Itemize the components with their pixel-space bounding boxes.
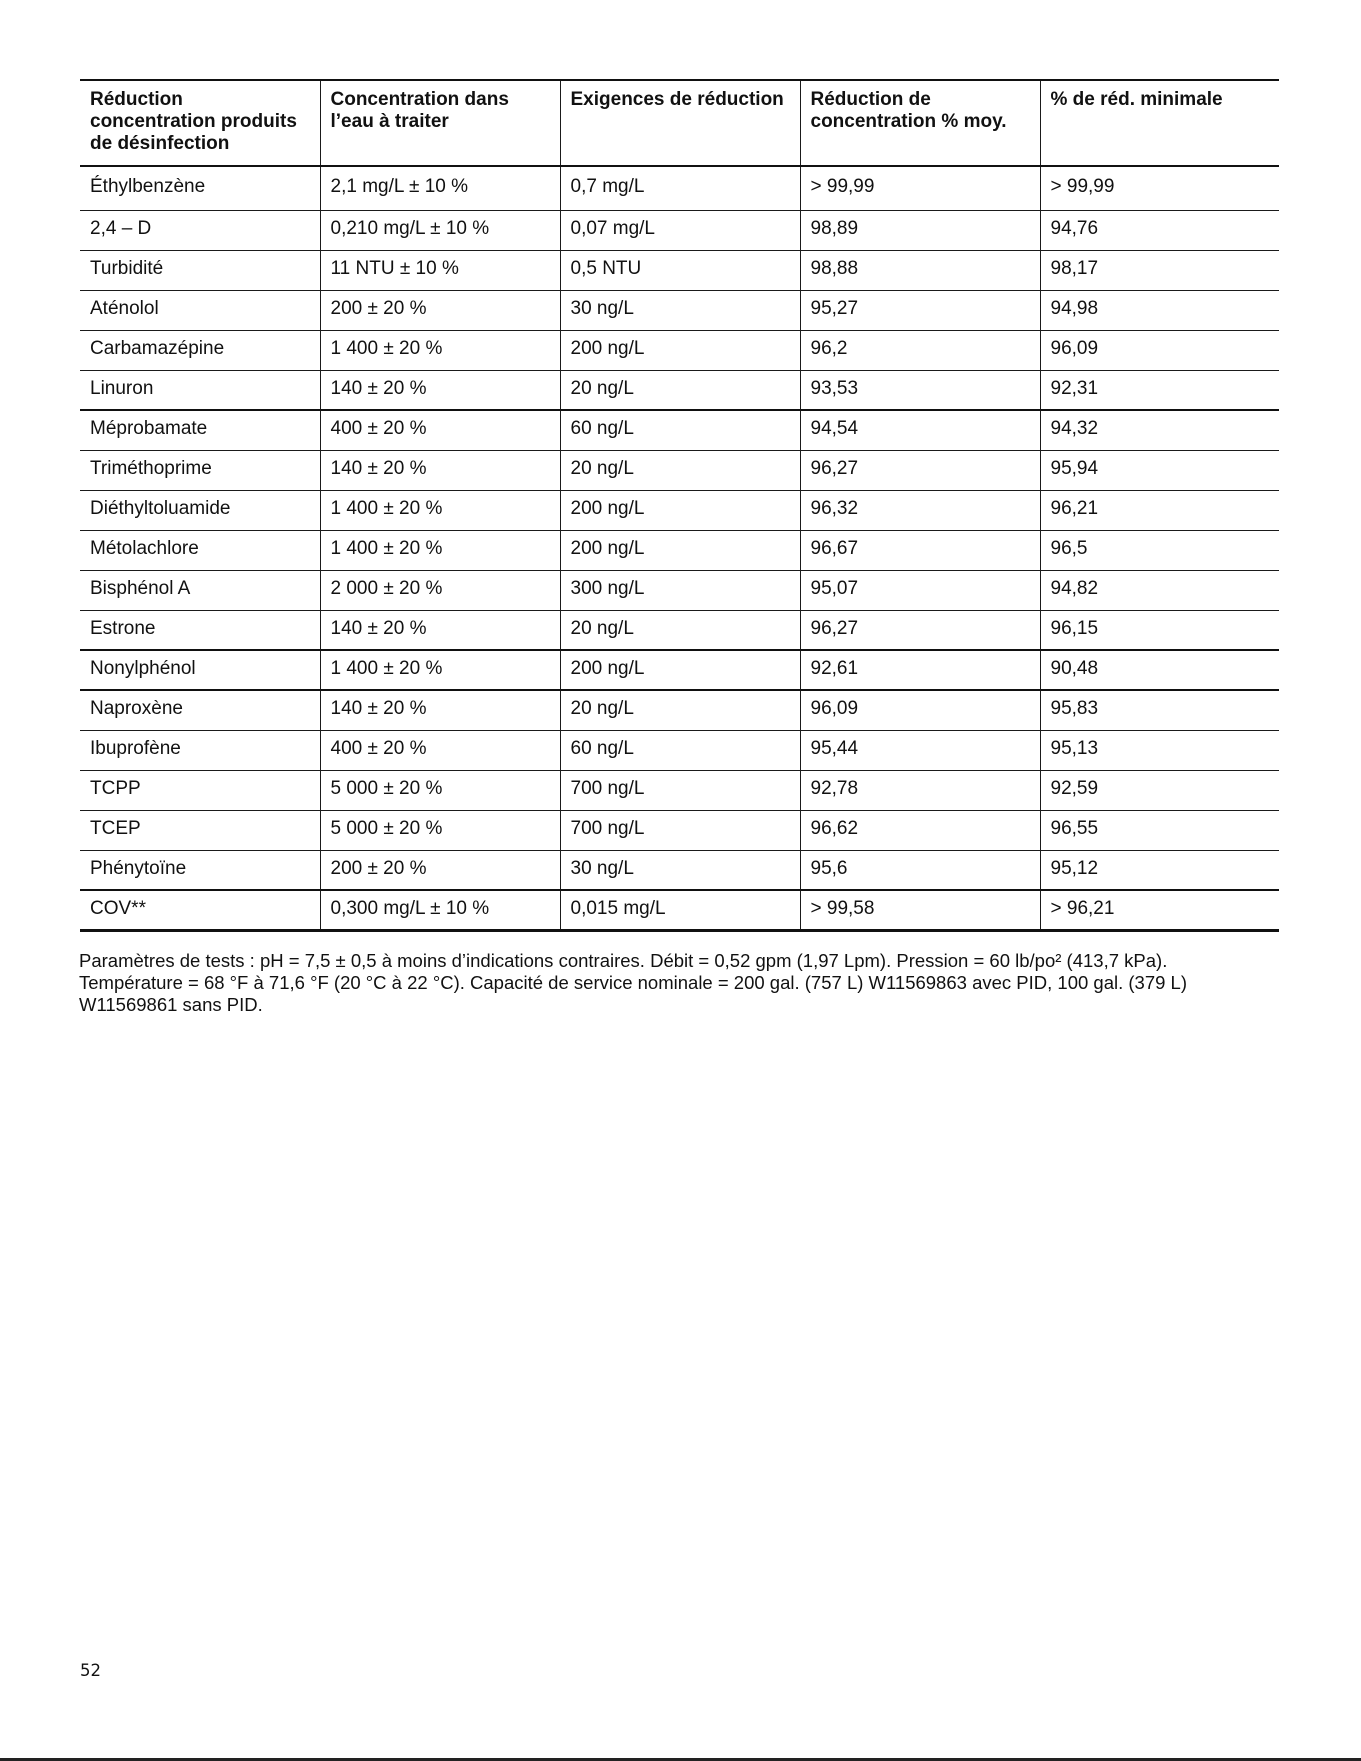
cell-influent-concentration: 1 400 ± 20 % — [320, 530, 560, 570]
cell-minimum-reduction: 98,17 — [1040, 250, 1279, 290]
cell-minimum-reduction: > 96,21 — [1040, 890, 1279, 930]
cell-minimum-reduction: > 99,99 — [1040, 166, 1279, 210]
cell-minimum-reduction: 90,48 — [1040, 650, 1279, 690]
table-row — [80, 530, 1279, 570]
cell-influent-concentration: 400 ± 20 % — [320, 730, 560, 770]
table-row — [80, 166, 1279, 210]
table-row — [80, 610, 1279, 650]
table-header — [80, 80, 1279, 166]
cell-influent-concentration: 0,210 mg/L ± 10 % — [320, 210, 560, 250]
cell-substance: COV** — [80, 890, 320, 930]
cell-influent-concentration: 140 ± 20 % — [320, 690, 560, 730]
cell-reduction-requirement: 20 ng/L — [560, 370, 800, 410]
table-row — [80, 570, 1279, 610]
cell-influent-concentration: 0,300 mg/L ± 10 % — [320, 890, 560, 930]
table-row — [80, 410, 1279, 450]
cell-reduction-requirement: 30 ng/L — [560, 850, 800, 890]
cell-reduction-requirement: 0,5 NTU — [560, 250, 800, 290]
cell-substance: Linuron — [80, 370, 320, 410]
cell-reduction-requirement: 20 ng/L — [560, 610, 800, 650]
cell-substance: 2,4 – D — [80, 210, 320, 250]
cell-influent-concentration: 2 000 ± 20 % — [320, 570, 560, 610]
cell-minimum-reduction: 96,5 — [1040, 530, 1279, 570]
cell-average-reduction: 98,89 — [800, 210, 1040, 250]
cell-minimum-reduction: 95,83 — [1040, 690, 1279, 730]
cell-average-reduction: 95,07 — [800, 570, 1040, 610]
cell-average-reduction: 95,44 — [800, 730, 1040, 770]
cell-reduction-requirement: 0,07 mg/L — [560, 210, 800, 250]
cell-substance: Bisphénol A — [80, 570, 320, 610]
cell-influent-concentration: 140 ± 20 % — [320, 610, 560, 650]
cell-influent-concentration: 5 000 ± 20 % — [320, 810, 560, 850]
cell-average-reduction: 96,09 — [800, 690, 1040, 730]
cell-minimum-reduction: 92,31 — [1040, 370, 1279, 410]
cell-substance: Turbidité — [80, 250, 320, 290]
cell-influent-concentration: 200 ± 20 % — [320, 850, 560, 890]
cell-average-reduction: 92,78 — [800, 770, 1040, 810]
cell-average-reduction: 95,6 — [800, 850, 1040, 890]
test-parameters-note — [79, 950, 1299, 1016]
cell-reduction-requirement: 20 ng/L — [560, 690, 800, 730]
cell-reduction-requirement: 200 ng/L — [560, 330, 800, 370]
table-row — [80, 810, 1279, 850]
cell-reduction-requirement: 700 ng/L — [560, 810, 800, 850]
header-row — [80, 80, 1279, 166]
cell-substance: Métolachlore — [80, 530, 320, 570]
cell-substance: Nonylphénol — [80, 650, 320, 690]
cell-average-reduction: > 99,58 — [800, 890, 1040, 930]
table-row — [80, 450, 1279, 490]
cell-reduction-requirement: 700 ng/L — [560, 770, 800, 810]
cell-influent-concentration: 1 400 ± 20 % — [320, 330, 560, 370]
cell-substance: Naproxène — [80, 690, 320, 730]
note-line: W11569861 sans PID. — [79, 994, 263, 1015]
reduction-table — [80, 79, 1279, 932]
cell-average-reduction: 95,27 — [800, 290, 1040, 330]
cell-average-reduction: 93,53 — [800, 370, 1040, 410]
note-line: Température = 68 °F à 71,6 °F (20 °C à 22 °C). Capacité de service nominale = 200 gal. (757 L) W11569863 avec PID, 100 gal. (379 L) — [79, 972, 1187, 993]
header-influent-concentration: Concentration dans l’eau à traiter — [320, 80, 560, 166]
header-average-reduction: Réduction de concentration % moy. — [800, 80, 1040, 166]
cell-substance: Diéthyltoluamide — [80, 490, 320, 530]
cell-minimum-reduction: 92,59 — [1040, 770, 1279, 810]
header-reduction-requirement: Exigences de réduction — [560, 80, 800, 166]
table-row — [80, 730, 1279, 770]
cell-influent-concentration: 1 400 ± 20 % — [320, 490, 560, 530]
cell-influent-concentration: 1 400 ± 20 % — [320, 650, 560, 690]
cell-average-reduction: 98,88 — [800, 250, 1040, 290]
cell-substance: Estrone — [80, 610, 320, 650]
cell-average-reduction: 96,62 — [800, 810, 1040, 850]
cell-substance: Carbamazépine — [80, 330, 320, 370]
cell-reduction-requirement: 60 ng/L — [560, 730, 800, 770]
cell-minimum-reduction: 94,98 — [1040, 290, 1279, 330]
cell-reduction-requirement: 20 ng/L — [560, 450, 800, 490]
cell-substance: TCPP — [80, 770, 320, 810]
cell-minimum-reduction: 94,32 — [1040, 410, 1279, 450]
table-row — [80, 330, 1279, 370]
cell-substance: Triméthoprime — [80, 450, 320, 490]
cell-minimum-reduction: 96,21 — [1040, 490, 1279, 530]
cell-average-reduction: 94,54 — [800, 410, 1040, 450]
cell-average-reduction: 92,61 — [800, 650, 1040, 690]
cell-substance: Phénytoïne — [80, 850, 320, 890]
cell-influent-concentration: 140 ± 20 % — [320, 370, 560, 410]
cell-minimum-reduction: 94,76 — [1040, 210, 1279, 250]
cell-average-reduction: 96,67 — [800, 530, 1040, 570]
cell-average-reduction: 96,27 — [800, 610, 1040, 650]
cell-reduction-requirement: 300 ng/L — [560, 570, 800, 610]
table-row — [80, 290, 1279, 330]
cell-influent-concentration: 140 ± 20 % — [320, 450, 560, 490]
table-row — [80, 890, 1279, 930]
cell-reduction-requirement: 30 ng/L — [560, 290, 800, 330]
header-minimum-reduction: % de réd. minimale — [1040, 80, 1279, 166]
cell-substance: Éthylbenzène — [80, 166, 320, 210]
header-substance: Réduction concentration produits de désinfection — [80, 80, 320, 166]
table-body — [80, 166, 1279, 930]
cell-influent-concentration: 400 ± 20 % — [320, 410, 560, 450]
cell-minimum-reduction: 95,94 — [1040, 450, 1279, 490]
cell-minimum-reduction: 96,09 — [1040, 330, 1279, 370]
page-number: 52 — [80, 1661, 101, 1680]
cell-minimum-reduction: 95,12 — [1040, 850, 1279, 890]
table-row — [80, 650, 1279, 690]
cell-minimum-reduction: 95,13 — [1040, 730, 1279, 770]
note-line: Paramètres de tests : pH = 7,5 ± 0,5 à moins d’indications contraires. Débit = 0,52 gpm (1,97 Lpm). Pression = 60 lb/po² (413,7 kPa). — [79, 950, 1168, 971]
cell-minimum-reduction: 94,82 — [1040, 570, 1279, 610]
cell-substance: Méprobamate — [80, 410, 320, 450]
cell-influent-concentration: 2,1 mg/L ± 10 % — [320, 166, 560, 210]
cell-reduction-requirement: 200 ng/L — [560, 490, 800, 530]
cell-minimum-reduction: 96,55 — [1040, 810, 1279, 850]
cell-influent-concentration: 5 000 ± 20 % — [320, 770, 560, 810]
cell-substance: TCEP — [80, 810, 320, 850]
cell-average-reduction: 96,2 — [800, 330, 1040, 370]
cell-average-reduction: > 99,99 — [800, 166, 1040, 210]
table-row — [80, 490, 1279, 530]
table-row — [80, 770, 1279, 810]
cell-influent-concentration: 200 ± 20 % — [320, 290, 560, 330]
table-row — [80, 370, 1279, 410]
cell-reduction-requirement: 60 ng/L — [560, 410, 800, 450]
table-row — [80, 690, 1279, 730]
cell-reduction-requirement: 200 ng/L — [560, 650, 800, 690]
cell-substance: Ibuprofène — [80, 730, 320, 770]
cell-substance: Aténolol — [80, 290, 320, 330]
cell-average-reduction: 96,27 — [800, 450, 1040, 490]
table-row — [80, 250, 1279, 290]
table-row — [80, 850, 1279, 890]
cell-average-reduction: 96,32 — [800, 490, 1040, 530]
cell-reduction-requirement: 200 ng/L — [560, 530, 800, 570]
table-row — [80, 210, 1279, 250]
cell-minimum-reduction: 96,15 — [1040, 610, 1279, 650]
cell-reduction-requirement: 0,7 mg/L — [560, 166, 800, 210]
cell-influent-concentration: 11 NTU ± 10 % — [320, 250, 560, 290]
cell-reduction-requirement: 0,015 mg/L — [560, 890, 800, 930]
